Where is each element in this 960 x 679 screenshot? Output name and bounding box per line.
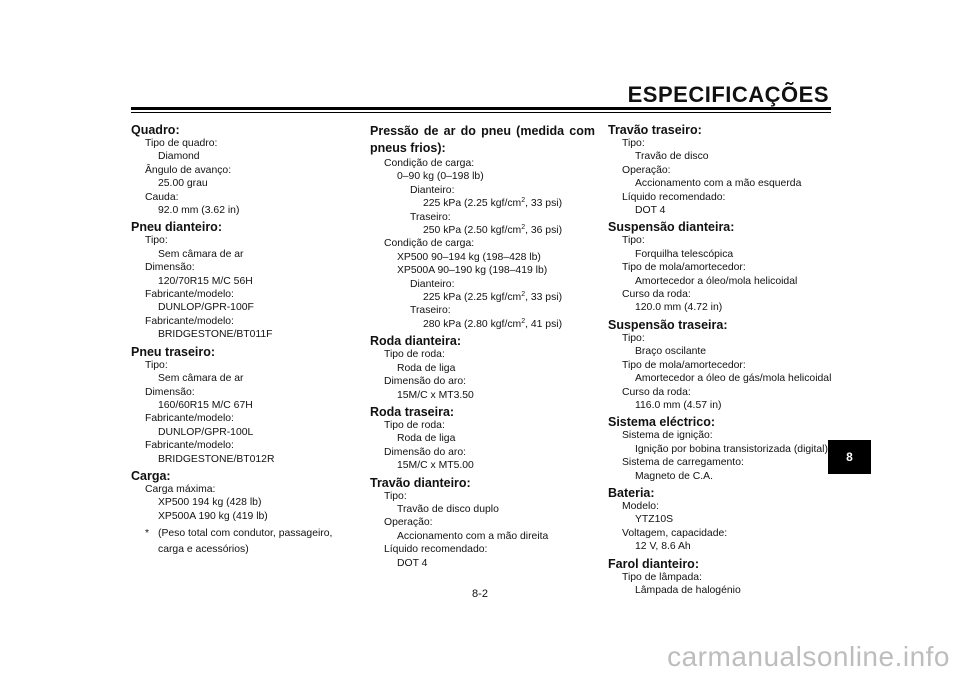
spec-label: Dimensão: xyxy=(145,262,195,274)
spec-label: Tipo: xyxy=(384,490,407,502)
section-heading-sistema-electrico: Sistema eléctrico: xyxy=(608,415,715,430)
spec-label: Tipo: xyxy=(145,359,168,371)
spec-label: Fabricante/modelo: xyxy=(145,413,234,425)
footnote xyxy=(131,523,356,558)
spec-label: Tipo de quadro: xyxy=(145,138,218,149)
spec-value: Sem câmara de ar xyxy=(158,248,244,260)
section-heading-travao-dianteiro: Travão dianteiro: xyxy=(370,475,471,490)
spec-value: XP500 194 kg (428 lb) xyxy=(158,497,262,509)
watermark: carmanualsonline.info xyxy=(667,641,950,672)
section-heading-bateria: Bateria: xyxy=(608,485,655,500)
header-rule-thick xyxy=(131,107,831,110)
spec-value: BRIDGESTONE/BT011F xyxy=(158,329,273,341)
spec-label: Curso da roda: xyxy=(622,289,691,301)
section-heading-pressao: Pressão de ar do pneu (medida com pneus frios): xyxy=(370,124,595,155)
page-header xyxy=(0,0,960,120)
spec-label: Ângulo de avanço: xyxy=(145,164,232,176)
spec-value: Lâmpada de halogénio xyxy=(635,584,741,596)
spec-label: Curso da roda: xyxy=(622,386,691,398)
spec-value: 120/70R15 M/C 56H xyxy=(158,275,253,287)
spec-value: 160/60R15 M/C 67H xyxy=(158,399,253,411)
section-heading-pneu-dianteiro: Pneu dianteiro: xyxy=(131,220,222,235)
spec-column-2 xyxy=(370,122,595,570)
pressure-value: 225 kPa (2.25 kgf/$cm^2$, 33 psi) xyxy=(423,197,563,210)
spec-value: YTZ10S xyxy=(635,514,674,526)
spec-label: Modelo: xyxy=(622,500,659,512)
spec-value: 0–90 kg (0–198 lb) xyxy=(397,171,484,183)
spec-label: Dimensão do aro: xyxy=(384,446,467,458)
spec-value: 116.0 mm (4.57 in) xyxy=(635,399,722,411)
spec-value: XP500 90–194 kg (198–428 lb) xyxy=(397,251,541,263)
spec-value: DUNLOP/GPR-100F xyxy=(158,302,254,314)
spec-value: 15M/C x MT3.50 xyxy=(397,389,474,401)
spec-value: Sem câmara de ar xyxy=(158,373,244,385)
spec-label: Líquido recomendado: xyxy=(384,544,488,556)
spec-label: Fabricante/modelo: xyxy=(145,315,234,327)
pressure-value: 280 kPa (2.80 kgf/$cm^2$, 41 psi) xyxy=(423,317,563,330)
spec-value: Roda de liga xyxy=(397,433,456,445)
section-heading-carga: Carga: xyxy=(131,468,171,483)
footnote-text: (Peso total com condutor, passageiro, carga e acessórios) xyxy=(158,528,333,556)
spec-value: Magneto de C.A. xyxy=(635,470,713,482)
spec-label: Tipo: xyxy=(145,235,168,247)
spec-label: Cauda: xyxy=(145,191,179,203)
pressure-value: 225 kPa (2.25 kgf/$cm^2$, 33 psi) xyxy=(423,291,563,304)
spec-value: DOT 4 xyxy=(635,205,666,217)
spec-label: Fabricante/modelo: xyxy=(145,289,234,301)
spec-label: Tipo de roda: xyxy=(384,349,445,361)
spec-value: Forquilha telescópica xyxy=(635,248,734,260)
spec-label: Condição de carga: xyxy=(384,158,475,169)
spec-value: Roda de liga xyxy=(397,362,456,374)
spec-value: Amortecedor a óleo/mola helicoidal xyxy=(635,275,798,287)
spec-label: Tipo de roda: xyxy=(384,419,445,431)
spec-sublabel: Traseiro: xyxy=(410,211,451,223)
spec-value: DOT 4 xyxy=(397,557,428,569)
spec-value: Travão de disco xyxy=(635,151,709,163)
spec-value: 15M/C x MT5.00 xyxy=(397,460,474,472)
spec-column-1 xyxy=(131,122,356,558)
spec-label: Tipo: xyxy=(622,332,645,344)
spec-label: Líquido recomendado: xyxy=(622,191,726,203)
section-heading-farol-dianteiro: Farol dianteiro: xyxy=(608,556,699,571)
spec-value: BRIDGESTONE/BT012R xyxy=(158,453,275,465)
spec-label: Dimensão do aro: xyxy=(384,376,467,388)
spec-label: Sistema de carregamento: xyxy=(622,457,744,469)
spec-value: Accionamento com a mão esquerda xyxy=(635,178,802,190)
pressure-value: 250 kPa (2.50 kgf/$cm^2$, 36 psi) xyxy=(423,224,563,237)
section-heading-roda-dianteira: Roda dianteira: xyxy=(370,334,461,349)
spec-label: Tipo de lâmpada: xyxy=(622,571,702,583)
spec-value: 92.0 mm (3.62 in) xyxy=(158,205,240,217)
spec-label: Dimensão: xyxy=(145,386,195,398)
page-title: ESPECIFICAÇÕES xyxy=(627,82,829,107)
spec-column-3 xyxy=(608,122,836,597)
spec-sublabel: Traseiro: xyxy=(410,305,451,317)
spec-value: XP500A 190 kg (419 lb) xyxy=(158,510,268,522)
section-heading-pneu-traseiro: Pneu traseiro: xyxy=(131,344,216,359)
spec-value: 25.00 grau xyxy=(158,178,208,190)
spec-value: Accionamento com a mão direita xyxy=(397,530,549,542)
section-heading-roda-traseira: Roda traseira: xyxy=(370,404,455,419)
page-number: 8-2 xyxy=(472,588,488,600)
spec-label: Carga máxima: xyxy=(145,483,216,495)
section-heading-suspensao-traseira: Suspensão traseira: xyxy=(608,317,728,332)
footnote-asterisk: * xyxy=(145,528,150,540)
spec-label: Operação: xyxy=(384,517,433,529)
spec-value: Braço oscilante xyxy=(635,346,707,358)
spec-value: Travão de disco duplo xyxy=(397,503,499,515)
spec-value: 120.0 mm (4.72 in) xyxy=(635,302,723,314)
spec-label: Tipo: xyxy=(622,235,645,247)
header-rule-thin xyxy=(131,112,831,113)
spec-value: DUNLOP/GPR-100L xyxy=(158,426,254,438)
spec-label: Fabricante/modelo: xyxy=(145,440,234,452)
spec-label: Tipo de mola/amortecedor: xyxy=(622,359,746,371)
spec-label: Voltagem, capacidade: xyxy=(622,527,728,539)
spec-value: Amortecedor a óleo de gás/mola helicoidal xyxy=(635,373,832,385)
section-heading-travao-traseiro: Travão traseiro: xyxy=(608,123,702,137)
spec-value: Diamond xyxy=(158,151,200,163)
section-heading-quadro: Quadro: xyxy=(131,123,180,137)
spec-value: XP500A 90–190 kg (198–419 lb) xyxy=(397,265,548,277)
spec-label: Sistema de ignição: xyxy=(622,430,713,442)
spec-sublabel: Dianteiro: xyxy=(410,184,455,196)
spec-value: Ignição por bobina transistorizada (digital) xyxy=(635,443,828,455)
chapter-tab: 8 xyxy=(828,440,871,474)
section-heading-suspensao-dianteira: Suspensão dianteira: xyxy=(608,220,735,235)
spec-value: 12 V, 8.6 Ah xyxy=(635,541,691,553)
spec-label: Tipo: xyxy=(622,138,645,149)
spec-sublabel: Dianteiro: xyxy=(410,278,455,290)
spec-label: Condição de carga: xyxy=(384,238,475,250)
spec-label: Tipo de mola/amortecedor: xyxy=(622,262,746,274)
spec-label: Operação: xyxy=(622,164,671,176)
